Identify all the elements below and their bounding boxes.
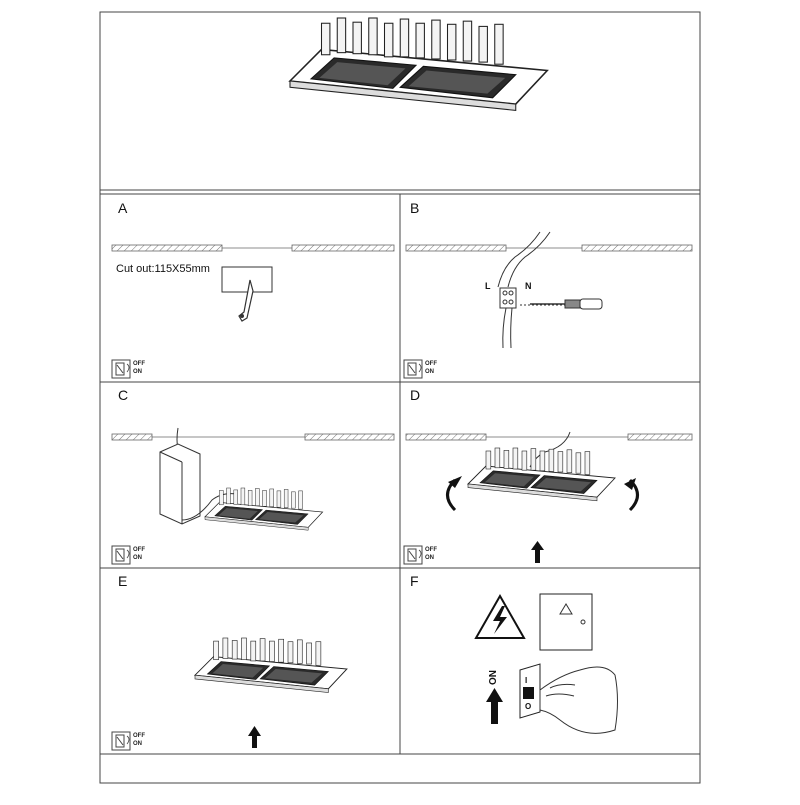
step-label: C — [118, 387, 129, 403]
driver-connection — [160, 428, 323, 530]
product-illustration — [290, 18, 547, 110]
step-label: F — [410, 573, 419, 589]
switch-icon — [404, 546, 422, 564]
wire-label-live: L — [485, 281, 491, 291]
switch-icon — [404, 360, 422, 378]
electric-hazard-icon — [476, 596, 524, 638]
switch-off-text: OFF — [425, 361, 437, 367]
installed-fixture — [195, 638, 347, 693]
wire-label-neutral: N — [525, 281, 532, 291]
panel-icon — [540, 594, 592, 650]
screwdriver-icon — [530, 299, 602, 309]
switch-on-text: ON — [133, 369, 142, 375]
wiring-diagram — [498, 232, 565, 348]
switch-mark-off: O — [525, 702, 532, 711]
switch-icon — [112, 360, 130, 378]
switch-off-text: OFF — [133, 733, 145, 739]
switch-icon[interactable] — [520, 664, 618, 733]
switch-on-text: ON — [133, 741, 142, 747]
switch-icon — [112, 546, 130, 564]
switch-on-text: ON — [133, 555, 142, 561]
on-text: ON — [488, 670, 499, 685]
switch-on-text: ON — [425, 369, 434, 375]
arrow-up-icon — [248, 726, 261, 748]
insertion-diagram — [448, 432, 638, 510]
arrow-up-icon — [531, 541, 544, 563]
cutout-diagram — [222, 267, 272, 321]
cutout-size-text: Cut out:115X55mm — [116, 263, 210, 275]
arrow-up-icon — [486, 688, 503, 724]
switch-off-text: OFF — [425, 547, 437, 553]
switch-on-text: ON — [425, 555, 434, 561]
switch-off-text: OFF — [133, 547, 145, 553]
step-label: A — [118, 200, 128, 216]
switch-off-text: OFF — [133, 361, 145, 367]
step-label: E — [118, 573, 128, 589]
step-label: B — [410, 200, 420, 216]
step-label: D — [410, 387, 421, 403]
switch-icon — [112, 732, 130, 750]
switch-mark-on: I — [525, 676, 528, 685]
